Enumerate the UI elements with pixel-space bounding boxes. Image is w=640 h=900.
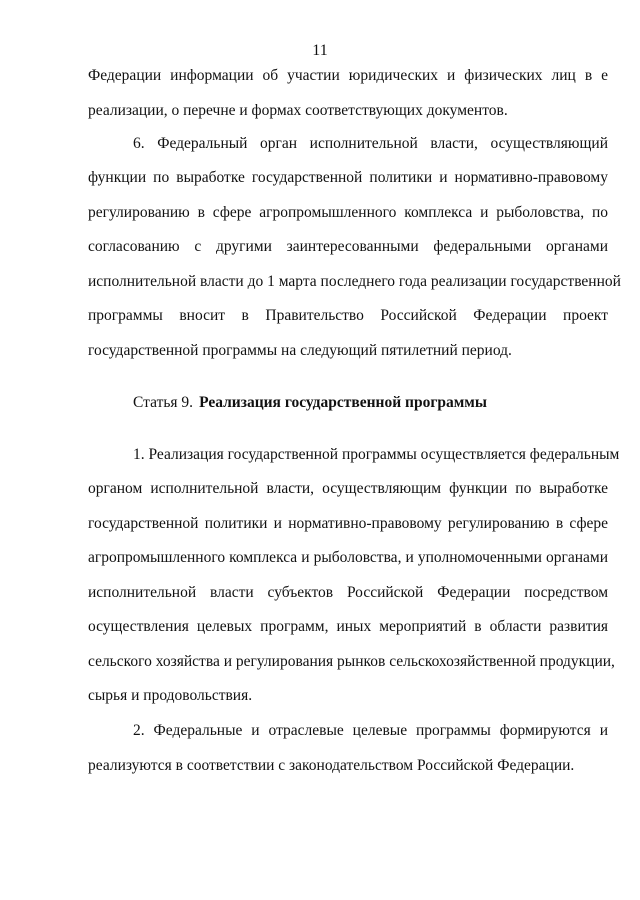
paragraph-line: агропромышленного комплекса и рыболовства, и уполномоченными органами (88, 549, 608, 566)
paragraph-line: сырья и продовольствия. (88, 687, 253, 704)
paragraph-line: исполнительной власти до 1 марта последнего года реализации государственной (88, 273, 621, 290)
paragraph-line: сельского хозяйства и регулирования рынков сельскохозяйственной продукции, (88, 653, 615, 670)
paragraph-line: 6. Федеральный орган исполнительной власти, осуществляющий (133, 135, 608, 152)
article-title: Реализация государственной программы (199, 394, 487, 411)
paragraph-line: исполнительной власти субъектов Российской Федерации посредством (88, 584, 608, 601)
paragraph-line: реализации, о перечне и формах соответствующих документов. (88, 102, 508, 119)
article-label: Статья 9. (133, 394, 194, 411)
paragraph-line: органом исполнительной власти, осуществляющим функции по выработке (88, 480, 608, 497)
paragraph-line: программы вносит в Правительство Российской Федерации проект (88, 307, 608, 324)
paragraph-line: государственной политики и нормативно-правовому регулированию в сфере (88, 515, 608, 532)
paragraph-line: Федерации информации об участии юридических и физических лиц в е (88, 67, 608, 84)
paragraph-line: государственной программы на следующий пятилетний период. (88, 342, 512, 359)
paragraph-line: 1. Реализация государственной программы осуществляется федеральным (133, 446, 620, 463)
page-number: 11 (312, 42, 328, 59)
paragraph-line: регулированию в сфере агропромышленного комплекса и рыболовства, по (88, 204, 608, 221)
article-heading (133, 393, 487, 413)
paragraph-line: реализуются в соответствии с законодательством Российской Федерации. (88, 757, 575, 774)
paragraph-line: осуществления целевых программ, иных мероприятий в области развития (88, 618, 608, 635)
paragraph-line: согласованию с другими заинтересованными федеральными органами (88, 238, 608, 255)
paragraph-line: 2. Федеральные и отраслевые целевые программы формируются и (133, 722, 608, 739)
paragraph-line: функции по выработке государственной политики и нормативно-правовому (88, 169, 608, 186)
